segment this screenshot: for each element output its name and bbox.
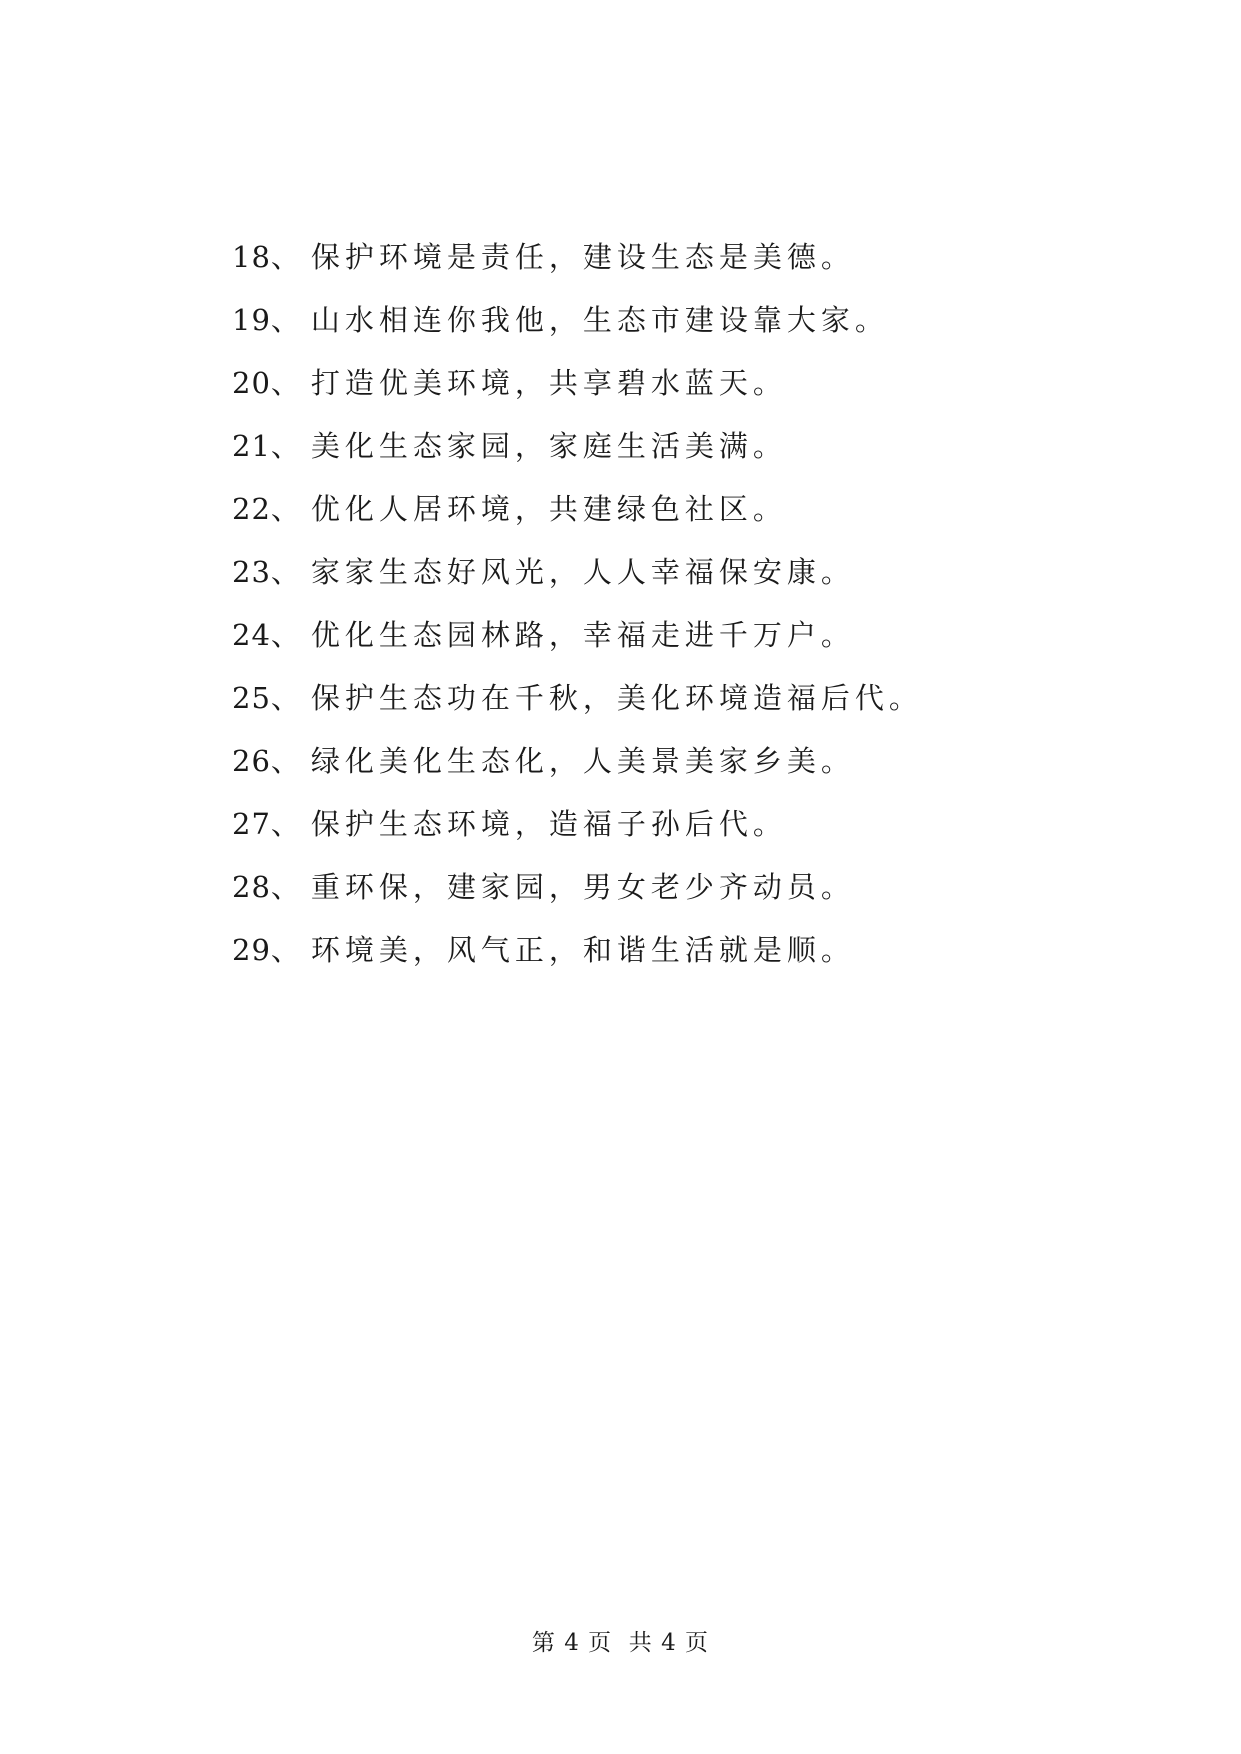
list-item — [232, 613, 1132, 676]
item-text: 优化生态园林路，幸福走进千万户。 — [310, 618, 855, 652]
item-text: 重环保，建家园，男女老少齐动员。 — [310, 870, 855, 904]
item-number: 25 — [232, 681, 271, 715]
item-separator: 、 — [270, 681, 305, 715]
list-item — [232, 739, 1132, 802]
item-separator: 、 — [270, 870, 305, 904]
page-footer: 第 4 页 共 4 页 — [531, 1630, 710, 1656]
item-text: 保护环境是责任，建设生态是美德。 — [310, 240, 855, 274]
list-item — [232, 928, 1132, 991]
item-number: 29 — [232, 933, 271, 967]
item-separator: 、 — [270, 240, 305, 274]
item-number: 27 — [232, 807, 271, 841]
item-number: 21 — [232, 429, 271, 463]
item-number: 23 — [232, 555, 271, 589]
list-item — [232, 298, 1132, 361]
list-item — [232, 235, 1132, 298]
list-item — [232, 550, 1132, 613]
item-number: 22 — [232, 492, 271, 526]
item-separator: 、 — [270, 618, 305, 652]
item-separator: 、 — [270, 555, 305, 589]
item-text: 绿化美化生态化，人美景美家乡美。 — [310, 744, 855, 778]
item-text: 保护生态环境，造福子孙后代。 — [310, 807, 787, 841]
item-number: 24 — [232, 618, 271, 652]
item-number: 20 — [232, 366, 271, 400]
item-separator: 、 — [270, 744, 305, 778]
list-item — [232, 361, 1132, 424]
item-separator: 、 — [270, 366, 305, 400]
item-text: 打造优美环境，共享碧水蓝天。 — [310, 366, 787, 400]
item-separator: 、 — [270, 933, 305, 967]
item-separator: 、 — [270, 492, 305, 526]
list-item — [232, 487, 1132, 550]
list-item — [232, 424, 1132, 487]
item-separator: 、 — [270, 807, 305, 841]
item-text: 优化人居环境，共建绿色社区。 — [310, 492, 787, 526]
item-text: 山水相连你我他，生态市建设靠大家。 — [310, 303, 889, 337]
item-text: 环境美，风气正，和谐生活就是顺。 — [310, 933, 855, 967]
item-text: 美化生态家园，家庭生活美满。 — [310, 429, 787, 463]
item-text: 保护生态功在千秋，美化环境造福后代。 — [310, 681, 923, 715]
item-number: 18 — [232, 240, 271, 274]
list-item — [232, 865, 1132, 928]
item-number: 19 — [232, 303, 271, 337]
slogan-list — [232, 235, 1132, 991]
item-separator: 、 — [270, 303, 305, 337]
item-text: 家家生态好风光，人人幸福保安康。 — [310, 555, 855, 589]
list-item — [232, 802, 1132, 865]
item-number: 26 — [232, 744, 271, 778]
list-item — [232, 676, 1132, 739]
item-number: 28 — [232, 870, 271, 904]
item-separator: 、 — [270, 429, 305, 463]
